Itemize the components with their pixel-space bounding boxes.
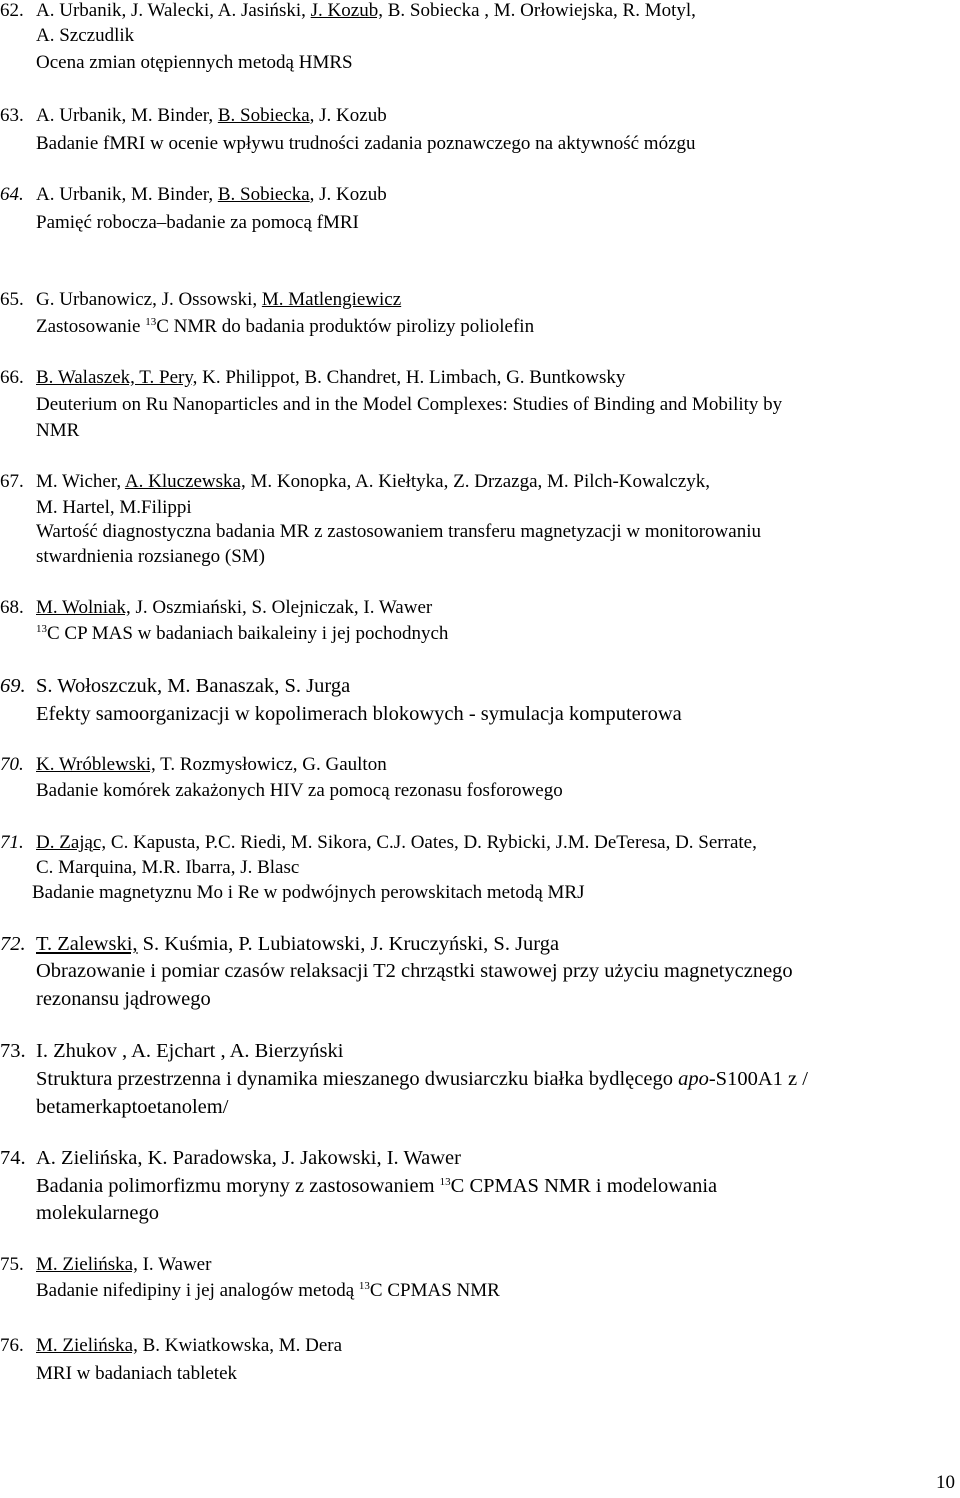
entry-70-authors: 70. K. Wróblewski, T. Rozmysłowicz, G. Gaulton (0, 754, 387, 775)
entry-author-underlined: T. Zalewski, (36, 933, 138, 955)
entry-74-title-line-2: molekularnego (36, 1202, 159, 1224)
entry-65-title: Zastosowanie $^{13}$C NMR do badania produktów pirolizy poliolefin (36, 316, 535, 337)
entry-author-underlined: B. Sobiecka (217, 105, 310, 126)
entry-63-authors: 63. A. Urbanik, M. Binder, B. Sobiecka, J. Kozub (0, 105, 387, 126)
entry-66-title-line-2: NMR (36, 420, 80, 441)
entry-67-title-line-1: Wartość diagnostyczna badania MR z zastosowaniem transferu magnetyzacji w monitorowaniu (36, 521, 761, 542)
entry-number: 65. (0, 289, 24, 310)
entry-number: 64. (0, 184, 24, 205)
entry-number: 73. (0, 1040, 26, 1062)
entry-68-authors: 68. M. Wolniak, J. Oszmiański, S. Olejniczak, I. Wawer (0, 597, 433, 618)
entry-73-title-line-1: Struktura przestrzenna i dynamika mieszanego dwusiarczku białka bydlęcego apo-S100A1 z / (36, 1068, 808, 1090)
entry-author-underlined: B. Walaszek, T. Pery, (36, 367, 198, 388)
entry-62-authors-line-1 (0, 0, 696, 22)
entry-author-underlined: B. Sobiecka (217, 184, 310, 205)
entry-number: 68. (0, 597, 24, 618)
entry-76-title: MRI w badaniach tabletek (36, 1363, 238, 1384)
entry-67-authors-line-1: 67. M. Wicher, A. Kluczewska, M. Konopka, A. Kiełtyka, Z. Drzazga, M. Pilch-Kowalczyk, (0, 471, 711, 492)
entry-number: 63. (0, 105, 24, 126)
entry-author-underlined: M. Zielińska, (36, 1254, 138, 1275)
entry-68-title: $^{13}$C CP MAS w badaniach baikaleiny i jej pochodnych (36, 623, 449, 644)
entry-62-title: Ocena zmian otępiennych metodą HMRS (36, 52, 353, 73)
entry-74-title-line-1: Badania polimorfizmu moryny z zastosowaniem $^{13}$C CPMAS NMR i modelowania (36, 1175, 718, 1197)
entry-author-underlined: A. Kluczewska, (124, 471, 246, 492)
entry-63-title: Badanie fMRI w ocenie wpływu trudności zadania poznawczego na aktywność mózgu (36, 133, 696, 154)
entry-74-authors: 74. A. Zielińska, K. Paradowska, J. Jakowski, I. Wawer (0, 1147, 461, 1169)
entry-72-title-line-2: rezonansu jądrowego (36, 988, 211, 1010)
entry-authors: B. Sobiecka , M. Orłowiejska, R. Motyl, (387, 0, 696, 21)
entry-71-authors-line-1: 71. D. Zając, C. Kapusta, P.C. Riedi, M. Sikora, C.J. Oates, D. Rybicki, J.M. DeTeresa, D. Serrate, (0, 832, 757, 853)
entry-76-authors: 76. M. Zielińska, B. Kwiatkowska, M. Dera (0, 1335, 343, 1356)
entry-author-underlined: M. Wolniak, (36, 597, 131, 618)
entry-number: 70. (0, 754, 24, 775)
entry-number: 66. (0, 367, 24, 388)
entry-number: 71. (0, 832, 24, 853)
entry-69-authors: 69. S. Wołoszczuk, M. Banaszak, S. Jurga (0, 675, 351, 697)
page-number: 10 (936, 1472, 955, 1493)
isotope-superscript: 13 (145, 316, 157, 328)
entry-69-title: Efekty samoorganizacji w kopolimerach blokowych - symulacja komputerowa (36, 703, 682, 725)
entry-62-authors-line-2: A. Szczudlik (36, 25, 135, 46)
entry-author-underlined: K. Wróblewski, (36, 754, 156, 775)
entry-66-authors: 66. B. Walaszek, T. Pery, K. Philippot, B. Chandret, H. Limbach, G. Buntkowsky (0, 367, 626, 388)
entry-72-authors: 72. T. Zalewski, S. Kuśmia, P. Lubiatowski, J. Kruczyński, S. Jurga (0, 933, 560, 955)
entry-65-authors: 65. G. Urbanowicz, J. Ossowski, M. Matlengiewicz (0, 289, 402, 310)
entry-number: 72. (0, 933, 26, 955)
entry-75-title: Badanie nifedipiny i jej analogów metodą $^{13}$C CPMAS NMR (36, 1280, 500, 1301)
entry-72-title-line-1: Obrazowanie i pomiar czasów relaksacji T2 chrząstki stawowej przy użyciu magnetycznego (36, 960, 793, 982)
entry-75-authors: 75. M. Zielińska, I. Wawer (0, 1254, 212, 1275)
entry-number: 76. (0, 1335, 24, 1356)
entry-70-title: Badanie komórek zakażonych HIV za pomocą rezonasu fosforowego (36, 780, 563, 801)
entry-64-authors: 64. A. Urbanik, M. Binder, B. Sobiecka, J. Kozub (0, 184, 387, 205)
entry-64-title: Pamięć robocza–badanie za pomocą fMRI (36, 212, 359, 233)
entry-author-underlined: M. Matlengiewicz (261, 289, 402, 310)
entry-authors: A. Urbanik, J. Walecki, A. Jasiński, (36, 0, 306, 21)
isotope-superscript: 13 (439, 1176, 451, 1188)
entry-71-authors-line-2: C. Marquina, M.R. Ibarra, J. Blasc (36, 857, 300, 878)
isotope-superscript: 13 (358, 1280, 370, 1292)
entry-number: 75. (0, 1254, 24, 1275)
entry-number: 74. (0, 1147, 26, 1169)
entry-67-title-line-2: stwardnienia rozsianego (SM) (36, 546, 265, 567)
entry-author-underlined: M. Zielińska, (36, 1335, 138, 1356)
isotope-superscript: 13 (36, 623, 47, 635)
entry-73-authors: 73. I. Zhukov , A. Ejchart , A. Bierzyński (0, 1040, 344, 1062)
entry-author-underlined: D. Zając, (36, 832, 107, 853)
entry-number: 62. (0, 0, 24, 21)
entry-71-title: Badanie magnetyznu Mo i Re w podwójnych perowskitach metodą MRJ (32, 882, 585, 903)
entry-author-underlined: J. Kozub, (310, 0, 383, 21)
entry-67-authors-line-2: M. Hartel, M.Filippi (36, 497, 192, 518)
entry-number: 67. (0, 471, 24, 492)
entry-73-title-line-2: betamerkaptoetanolem/ (36, 1096, 229, 1118)
entry-66-title-line-1: Deuterium on Ru Nanoparticles and in the Model Complexes: Studies of Binding and Mobility by (36, 394, 783, 415)
entry-number: 69. (0, 675, 26, 697)
